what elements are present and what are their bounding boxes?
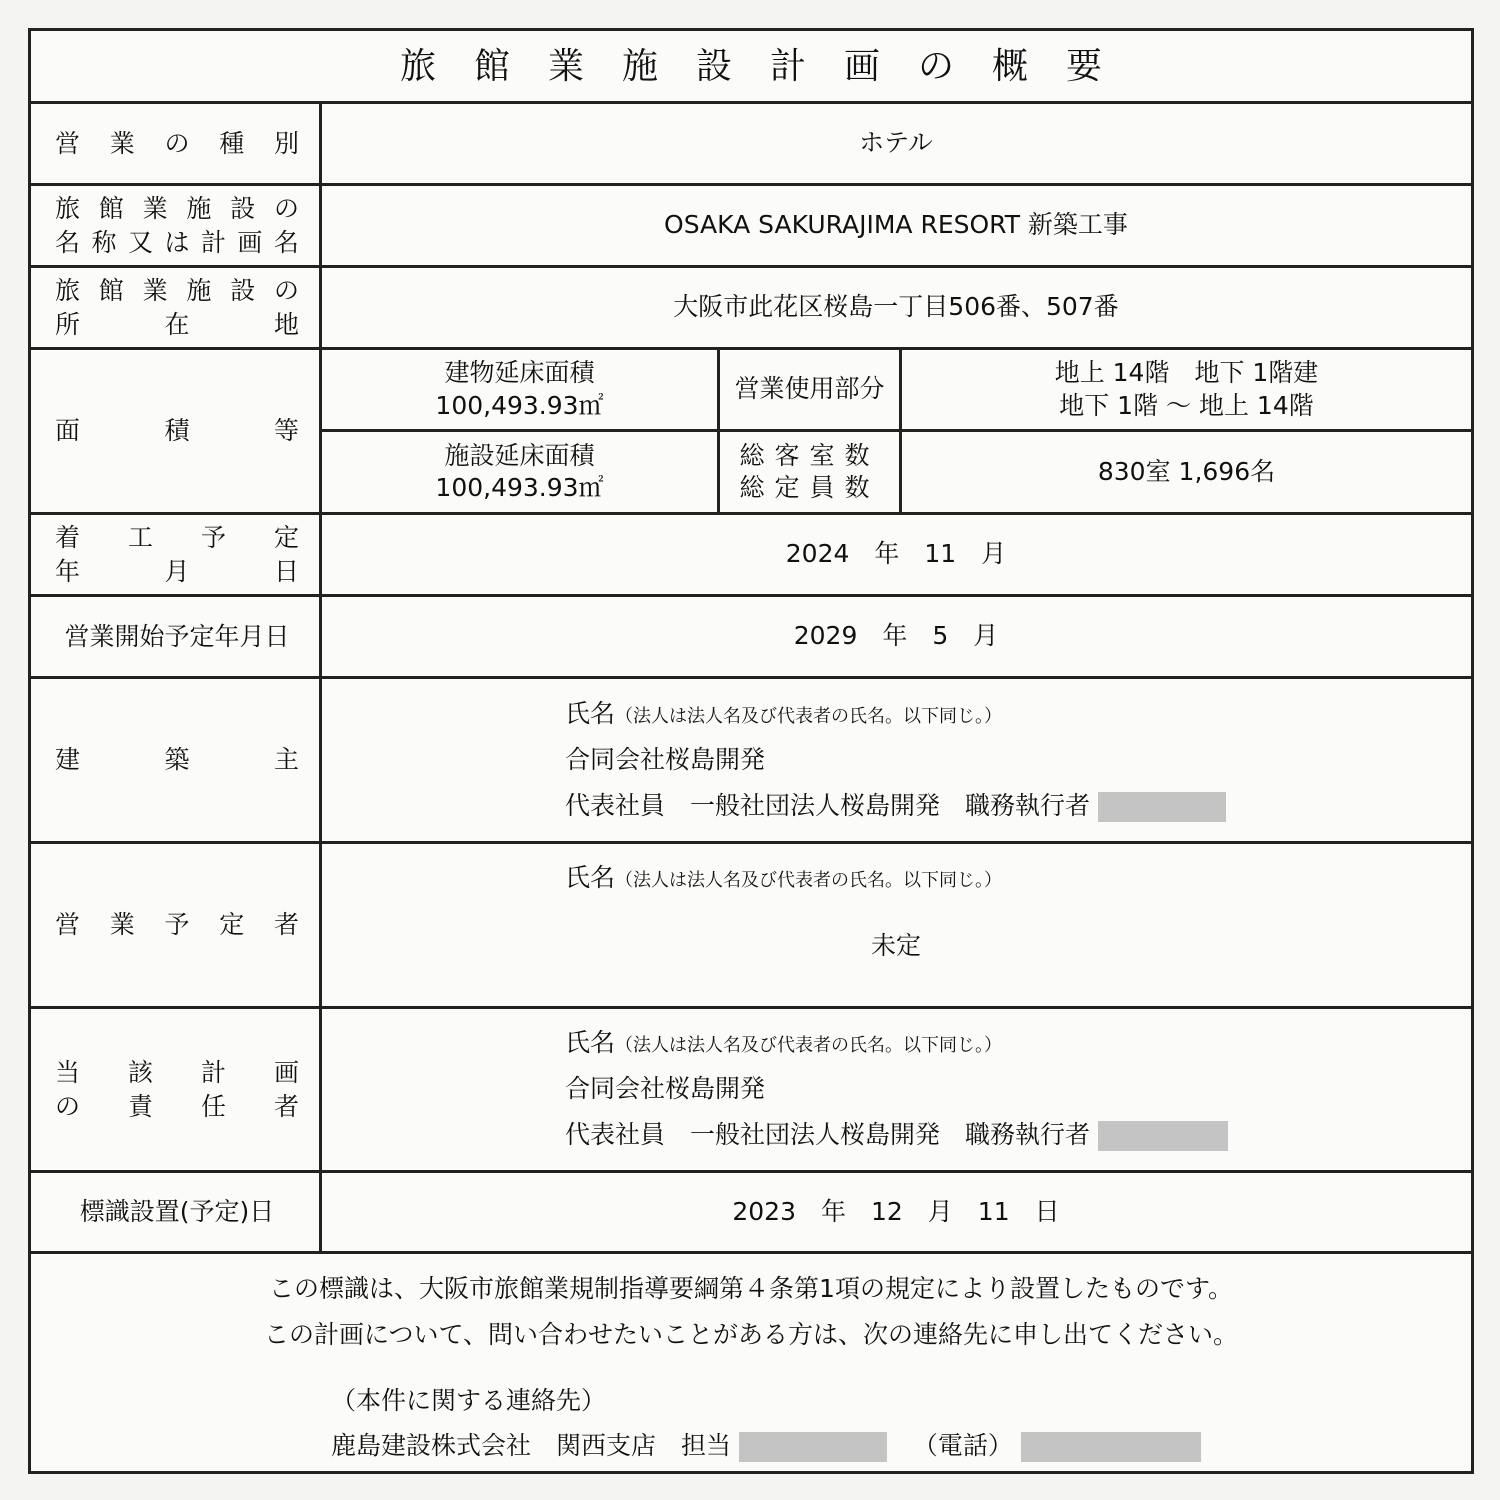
business-use-line1: 地上 14階 地下 1階建 xyxy=(1054,358,1319,387)
responsible-details xyxy=(565,1020,1228,1158)
operator-name-note: （法人は法人名及び代表者の氏名。以下同じ。） xyxy=(615,870,1003,891)
footer-notice-2: この計画について、問い合わせたいことがある方は、次の連絡先に申し出てください。 xyxy=(263,1320,1238,1349)
label-construction-start: 着 工 予 定 年 月 日 xyxy=(55,522,299,586)
value-construction-start: 2024 年 11 月 xyxy=(785,539,1007,569)
label-responsible: 当 該 計 画 の 責 任 者 xyxy=(55,1057,299,1121)
facility-floor-area-value: 100,493.93㎡ xyxy=(435,473,604,502)
building-floor-area-value: 100,493.93㎡ xyxy=(435,390,604,420)
label-operator: 営 業 予 定 者 xyxy=(55,910,299,939)
owner-name-label: 氏名 xyxy=(565,699,616,728)
owner-details xyxy=(565,691,1226,829)
facility-floor-area-label: 施設延床面積 xyxy=(444,440,595,470)
label-facility-name: 旅 館 業 施 設 の 名 称 又 は 計 画 名 xyxy=(55,193,299,257)
redacted-phone xyxy=(1021,1432,1201,1462)
redacted-name xyxy=(1098,792,1226,822)
label-location: 旅 館 業 施 設 の 所 在 地 xyxy=(55,275,299,339)
rooms-label: 総客室数 xyxy=(739,440,880,470)
responsible-company: 合同会社桜島開発 xyxy=(565,1074,766,1103)
operator-value: 未定 xyxy=(870,930,921,960)
label-owner: 建 築 主 xyxy=(55,745,299,774)
owner-representative: 代表社員 一般社団法人桜島開発 職務執行者 xyxy=(565,791,1091,820)
label-area: 面 積 等 xyxy=(55,416,299,445)
label-business-type: 営 業 の 種 別 xyxy=(55,128,299,158)
contact-heading: （本件に関する連絡先） xyxy=(331,1386,607,1415)
business-use-line2: 地下 1階 ～ 地上 14階 xyxy=(1059,390,1314,420)
phone-label: （電話） xyxy=(912,1431,1013,1460)
facility-floor-area xyxy=(322,432,717,512)
responsible-name-label: 氏名 xyxy=(565,1028,616,1057)
contact-org: 鹿島建設株式会社 関西支店 担当 xyxy=(331,1431,732,1460)
rooms-capacity-value: 830室 1,696名 xyxy=(1097,456,1276,486)
business-use-value xyxy=(902,350,1471,429)
rooms-capacity-label xyxy=(720,432,899,512)
label-sign-date: 標識設置(予定)日 xyxy=(79,1197,275,1226)
building-floor-area xyxy=(322,350,717,429)
redacted-name xyxy=(1098,1121,1228,1151)
building-floor-area-label: 建物延床面積 xyxy=(444,358,595,387)
divider xyxy=(31,1251,1471,1254)
owner-name-note: （法人は法人名及び代表者の氏名。以下同じ。） xyxy=(615,706,1003,727)
operator-name-label: 氏名 xyxy=(565,863,616,892)
value-facility-name: OSAKA SAKURAJIMA RESORT 新築工事 xyxy=(664,210,1128,240)
contact-line xyxy=(331,1426,1201,1462)
label-business-start: 営業開始予定年月日 xyxy=(64,621,290,651)
page-title: 旅館業施設計画の概要 xyxy=(399,45,1140,87)
value-sign-date: 2023 年 12 月 11 日 xyxy=(732,1196,1060,1226)
redacted-person xyxy=(739,1432,887,1462)
value-business-type: ホテル xyxy=(859,128,933,158)
footer-notice-1: この標識は、大阪市旅館業規制指導要綱第４条第1項の規定により設置したものです。 xyxy=(269,1274,1233,1303)
value-business-start: 2029 年 5 月 xyxy=(793,621,999,651)
signboard xyxy=(28,28,1474,1474)
business-use-label: 営業使用部分 xyxy=(734,374,885,404)
operator-details xyxy=(565,855,1002,901)
capacity-label: 総定員数 xyxy=(739,473,880,502)
owner-company: 合同会社桜島開発 xyxy=(565,745,766,774)
value-location: 大阪市此花区桜島一丁目506番、507番 xyxy=(673,292,1119,322)
responsible-name-note: （法人は法人名及び代表者の氏名。以下同じ。） xyxy=(615,1035,1003,1056)
responsible-representative: 代表社員 一般社団法人桜島開発 職務執行者 xyxy=(565,1120,1091,1149)
